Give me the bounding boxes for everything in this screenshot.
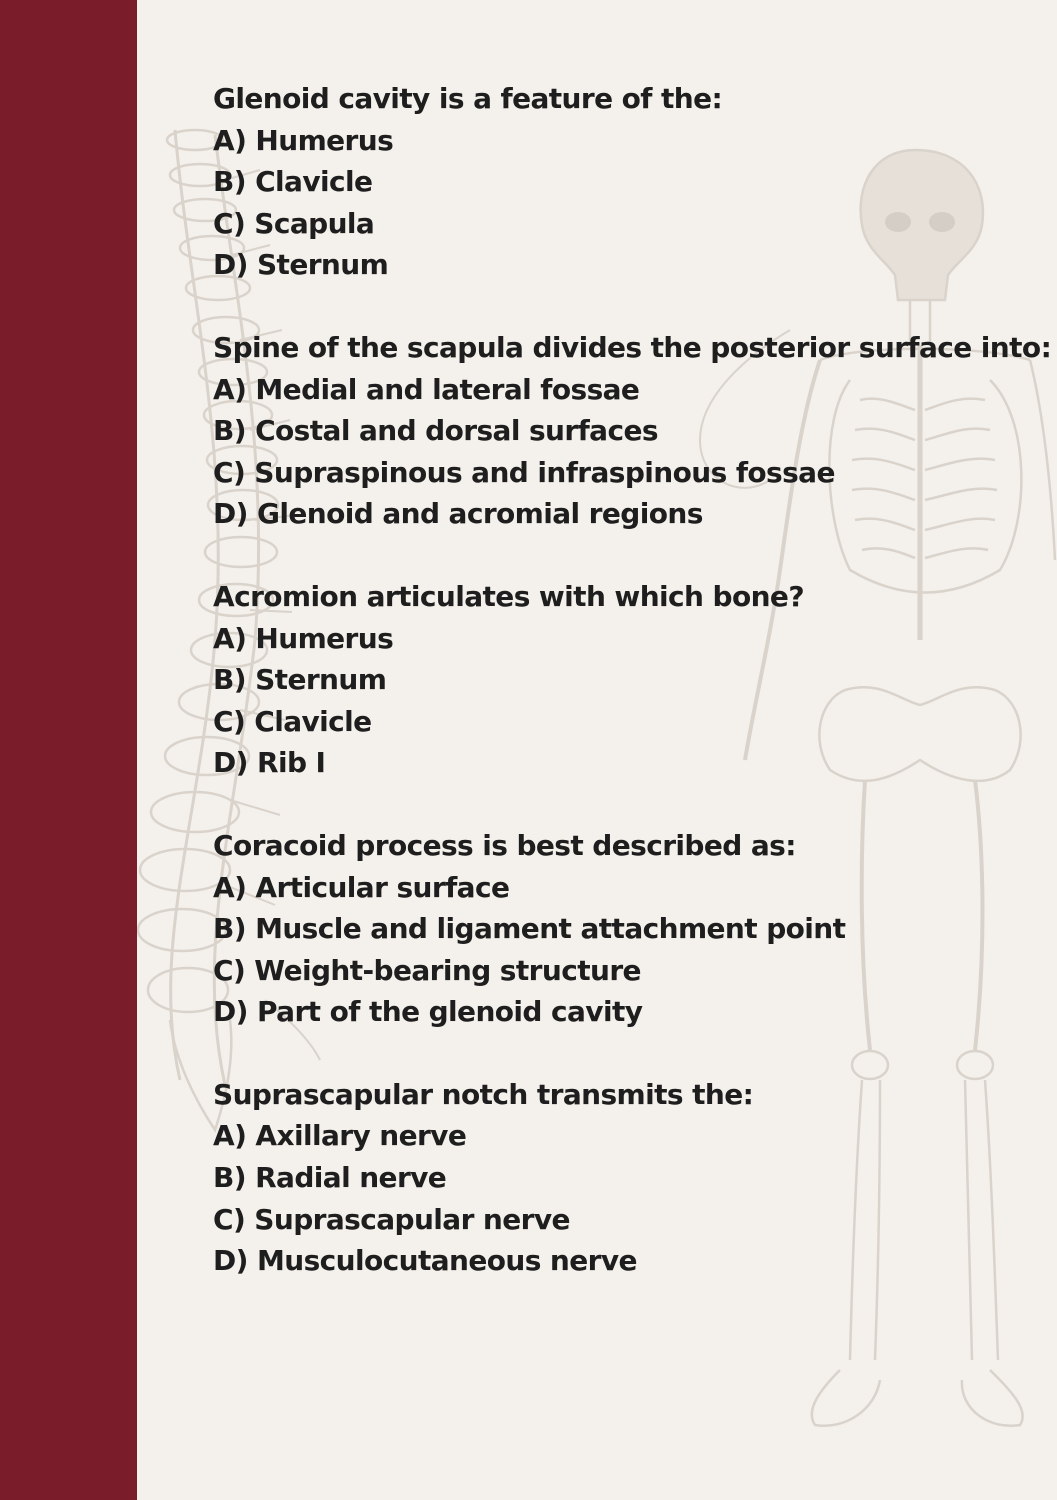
- question-block: [213, 1074, 1043, 1282]
- answer-option: A) Articular surface: [213, 870, 510, 904]
- answer-option: A) Humerus: [213, 621, 394, 655]
- question-text: Suprascapular notch transmits the:: [213, 1077, 754, 1111]
- question-text: Coracoid process is best described as:: [213, 828, 796, 862]
- answer-option: D) Sternum: [213, 248, 389, 282]
- question-text: Spine of the scapula divides the posterior surface into:: [213, 330, 1052, 364]
- left-sidebar-band: [0, 0, 137, 1500]
- answer-option: B) Sternum: [213, 663, 387, 697]
- question-list: [213, 78, 1052, 1323]
- question-block: [213, 825, 1043, 1033]
- answer-option: B) Muscle and ligament attachment point: [213, 912, 846, 946]
- question-block: [213, 576, 1043, 784]
- answer-option: C) Weight-bearing structure: [213, 953, 641, 987]
- answer-option: A) Medial and lateral fossae: [213, 372, 640, 406]
- answer-option: D) Rib I: [213, 746, 326, 780]
- question-block: [213, 327, 1052, 535]
- answer-option: A) Axillary nerve: [213, 1119, 467, 1153]
- answer-option: D) Glenoid and acromial regions: [213, 497, 703, 531]
- answer-option: C) Supraspinous and infraspinous fossae: [213, 455, 835, 489]
- question-text: Glenoid cavity is a feature of the:: [213, 82, 723, 115]
- question-block: [213, 78, 1043, 286]
- answer-option: B) Radial nerve: [213, 1161, 447, 1195]
- answer-option: D) Musculocutaneous nerve: [213, 1244, 637, 1278]
- answer-option: B) Clavicle: [213, 165, 373, 199]
- question-text: Acromion articulates with which bone?: [213, 579, 804, 613]
- answer-option: C) Clavicle: [213, 704, 372, 738]
- answer-option: B) Costal and dorsal surfaces: [213, 414, 658, 448]
- answer-option: C) Scapula: [213, 206, 375, 240]
- answer-option: D) Part of the glenoid cavity: [213, 995, 643, 1029]
- answer-option: A) Humerus: [213, 123, 394, 157]
- answer-option: C) Suprascapular nerve: [213, 1202, 570, 1236]
